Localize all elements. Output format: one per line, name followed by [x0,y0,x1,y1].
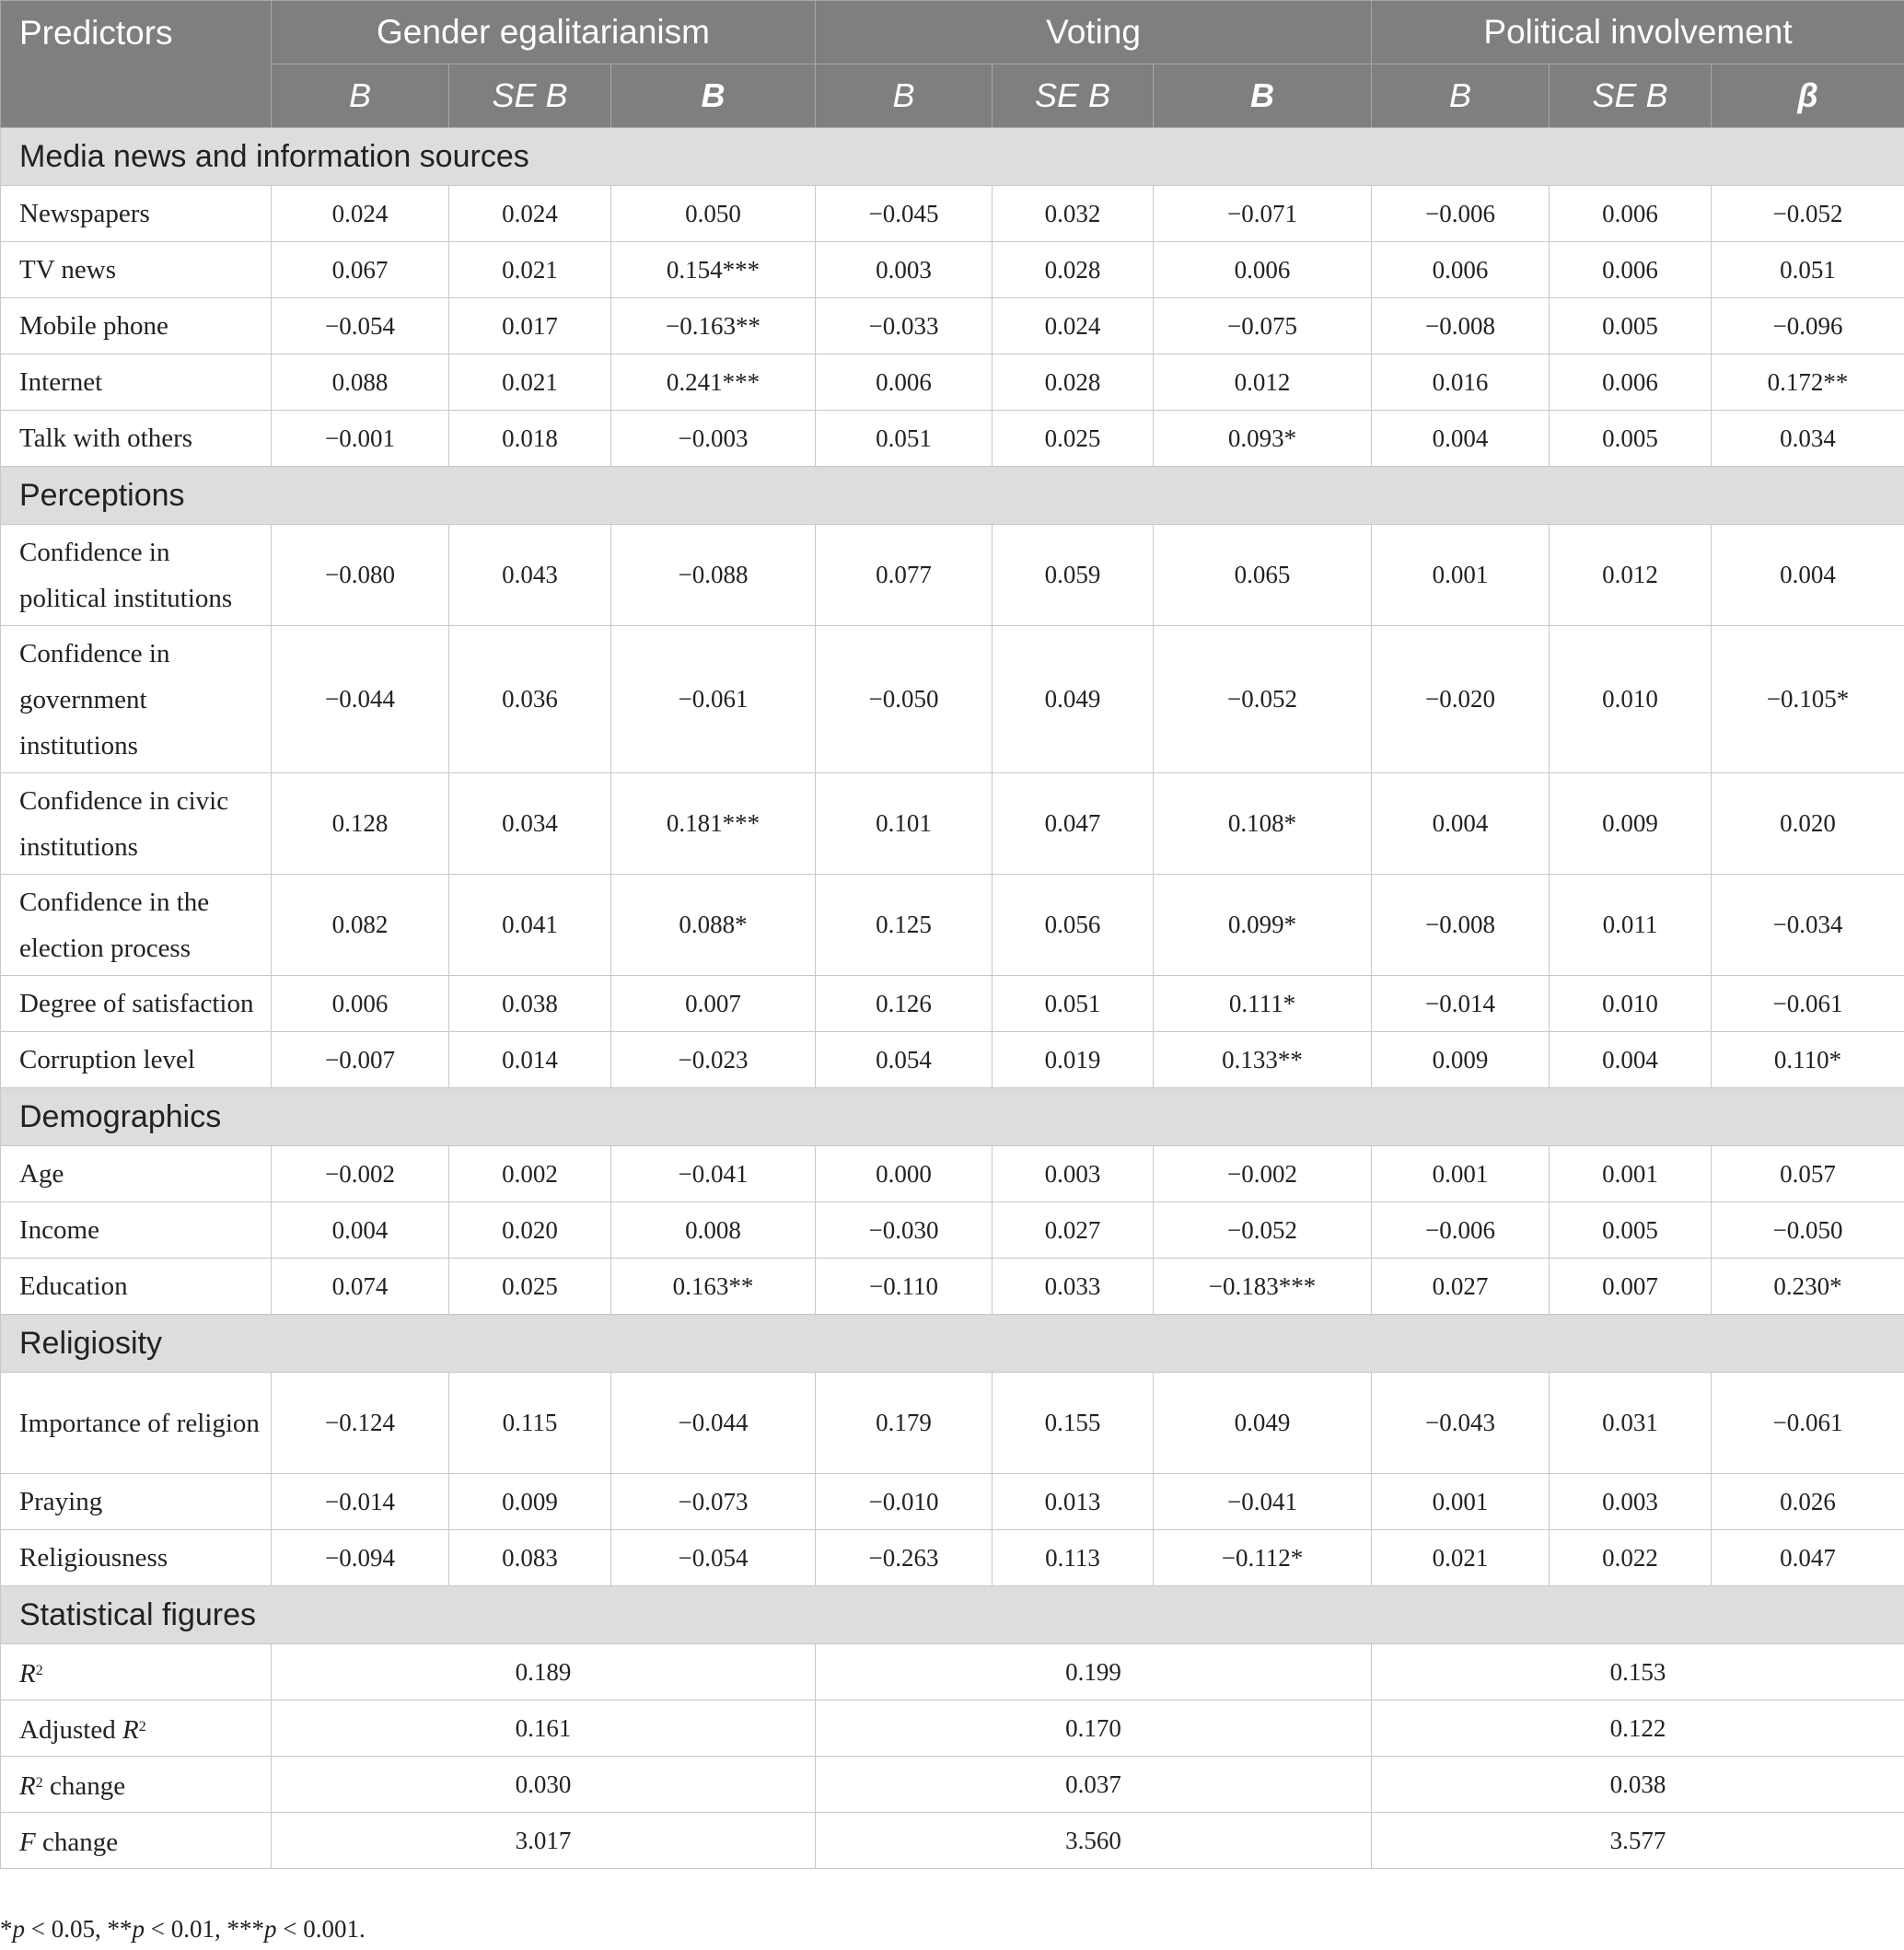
coef-header: B [1372,64,1550,128]
coefficient-cell: 0.021 [449,242,611,298]
coefficient-cell: 0.074 [272,1259,449,1315]
footnote-part: < 0.05, ** [25,1915,133,1943]
stat-value: 0.199 [816,1644,1372,1700]
coefficient-cell: 0.006 [1550,186,1712,242]
table-row [1,875,1904,976]
coefficient-cell: 0.033 [993,1259,1154,1315]
coefficient-cell: 0.006 [1154,242,1372,298]
predictor-label: Confidence in the election process [1,875,272,976]
coefficient-cell: 0.083 [449,1530,611,1586]
stat-label-superscript: 2 [35,1774,43,1791]
coefficient-cell: 0.088* [611,875,816,976]
coefficient-cell: −0.002 [272,1146,449,1202]
coefficient-cell: 0.051 [816,411,993,467]
coef-header: SE B [1550,64,1712,128]
coefficient-cell: −0.033 [816,298,993,354]
stat-label-suffix: change [42,1770,126,1801]
predictor-label: Corruption level [1,1032,272,1088]
coefficient-cell: 0.057 [1712,1146,1904,1202]
coefficient-cell: 0.021 [449,354,611,411]
coefficient-cell: −0.041 [611,1146,816,1202]
coefficient-cell: 0.082 [272,875,449,976]
coefficient-cell: 0.179 [816,1373,993,1474]
coefficient-cell: −0.002 [1154,1146,1372,1202]
stat-row [1,1644,1904,1700]
coefficient-cell: −0.124 [272,1373,449,1474]
coefficient-cell: 0.000 [816,1146,993,1202]
section-title: Perceptions [1,467,1904,525]
coefficient-cell: 0.004 [272,1202,449,1259]
coefficient-cell: 0.041 [449,875,611,976]
coefficient-cell: 0.012 [1550,525,1712,626]
coefficient-cell: −0.073 [611,1474,816,1530]
coefficient-cell: 0.006 [1550,242,1712,298]
coefficient-cell: 0.181*** [611,773,816,875]
coefficient-cell: 0.126 [816,976,993,1032]
stat-value: 0.030 [272,1757,816,1813]
footnote [0,1915,366,1944]
coefficient-cell: −0.044 [611,1373,816,1474]
stat-label-variable: R [122,1714,139,1745]
coefficient-cell: 0.017 [449,298,611,354]
stat-label-variable: R [19,1658,36,1689]
table-row [1,242,1904,298]
stat-label [1,1700,272,1757]
coefficient-cell: −0.263 [816,1530,993,1586]
coefficient-cell: 0.025 [449,1259,611,1315]
stat-value: 3.017 [272,1813,816,1869]
coefficient-cell: 0.020 [1712,773,1904,875]
coefficient-cell: 0.155 [993,1373,1154,1474]
table-body [1,128,1904,1869]
stat-label [1,1757,272,1813]
coefficient-cell: 0.049 [1154,1373,1372,1474]
stat-value: 3.577 [1372,1813,1904,1869]
coefficient-cell: 0.093* [1154,411,1372,467]
coefficient-cell: −0.080 [272,525,449,626]
stat-value: 0.189 [272,1644,816,1700]
coefficient-cell: 0.022 [1550,1530,1712,1586]
predictor-label: Mobile phone [1,298,272,354]
coefficient-cell: 0.047 [1712,1530,1904,1586]
coefficient-cell: 0.005 [1550,1202,1712,1259]
header-row-coefficients [1,64,1904,128]
section-row [1,128,1904,186]
coefficient-cell: 0.099* [1154,875,1372,976]
coefficient-cell: 0.108* [1154,773,1372,875]
coefficient-cell: 0.163** [611,1259,816,1315]
footnote-part: < 0.001. [276,1915,366,1943]
coefficient-cell: 0.101 [816,773,993,875]
coefficient-cell: 0.003 [1550,1474,1712,1530]
footnote-part: * [0,1915,13,1943]
coefficient-cell: 0.067 [272,242,449,298]
coefficient-cell: 0.154*** [611,242,816,298]
coefficient-cell: 0.009 [1550,773,1712,875]
coefficient-cell: −0.020 [1372,626,1550,773]
group-header-voting: Voting [816,1,1372,64]
coefficient-cell: −0.096 [1712,298,1904,354]
predictor-label: Internet [1,354,272,411]
coefficient-cell: −0.014 [272,1474,449,1530]
coefficient-cell: 0.005 [1550,411,1712,467]
coefficient-cell: −0.075 [1154,298,1372,354]
coefficient-cell: 0.115 [449,1373,611,1474]
stat-label [1,1813,272,1869]
table-row [1,976,1904,1032]
coefficient-cell: 0.012 [1154,354,1372,411]
coefficient-cell: −0.094 [272,1530,449,1586]
stat-row [1,1813,1904,1869]
coefficient-cell: 0.031 [1550,1373,1712,1474]
predictor-label: Praying [1,1474,272,1530]
coefficient-cell: 0.013 [993,1474,1154,1530]
coefficient-cell: 0.111* [1154,976,1372,1032]
coefficient-cell: −0.052 [1712,186,1904,242]
predictor-label: Income [1,1202,272,1259]
coefficient-cell: −0.071 [1154,186,1372,242]
coefficient-cell: −0.045 [816,186,993,242]
coefficient-cell: 0.241*** [611,354,816,411]
coefficient-cell: 0.047 [993,773,1154,875]
table-row [1,186,1904,242]
section-row [1,1315,1904,1373]
stat-label-variable: F [19,1827,36,1857]
coefficient-cell: −0.061 [1712,976,1904,1032]
coefficient-cell: −0.163** [611,298,816,354]
coefficient-cell: 0.056 [993,875,1154,976]
coefficient-cell: 0.110* [1712,1032,1904,1088]
coefficient-cell: 0.005 [1550,298,1712,354]
section-row [1,1586,1904,1644]
coefficient-cell: 0.003 [816,242,993,298]
coefficient-cell: 0.065 [1154,525,1372,626]
stat-label-superscript: 2 [138,1718,146,1735]
coefficient-cell: 0.133** [1154,1032,1372,1088]
coef-header: SE B [449,64,611,128]
stat-row [1,1757,1904,1813]
table-row [1,626,1904,773]
coefficient-cell: −0.008 [1372,875,1550,976]
coefficient-cell: 0.077 [816,525,993,626]
stat-label-superscript: 2 [35,1662,43,1678]
coefficient-cell: 0.028 [993,242,1154,298]
coefficient-cell: −0.006 [1372,1202,1550,1259]
stat-value: 0.170 [816,1700,1372,1757]
stat-value: 0.037 [816,1757,1372,1813]
coefficient-cell: 0.034 [449,773,611,875]
coef-header: SE B [993,64,1154,128]
coefficient-cell: 0.024 [449,186,611,242]
coefficient-cell: 0.004 [1372,411,1550,467]
coefficient-cell: 0.230* [1712,1259,1904,1315]
coefficient-cell: 0.032 [993,186,1154,242]
section-title: Religiosity [1,1315,1904,1373]
coefficient-cell: 0.003 [993,1146,1154,1202]
coefficient-cell: 0.001 [1372,1474,1550,1530]
coefficient-cell: −0.023 [611,1032,816,1088]
stat-label [1,1644,272,1700]
coefficient-cell: 0.010 [1550,976,1712,1032]
coefficient-cell: 0.024 [272,186,449,242]
stat-value: 0.122 [1372,1700,1904,1757]
table-row [1,298,1904,354]
predictor-label: TV news [1,242,272,298]
predictor-label: Confidence in government institutions [1,626,272,773]
table-row [1,1474,1904,1530]
coefficient-cell: 0.007 [1550,1259,1712,1315]
section-title: Demographics [1,1088,1904,1146]
coefficient-cell: 0.113 [993,1530,1154,1586]
coefficient-cell: 0.018 [449,411,611,467]
coef-header: B [611,64,816,128]
coefficient-cell: −0.030 [816,1202,993,1259]
coefficient-cell: 0.004 [1550,1032,1712,1088]
coefficient-cell: 0.006 [816,354,993,411]
coefficient-cell: 0.125 [816,875,993,976]
table-row [1,773,1904,875]
coefficient-cell: 0.028 [993,354,1154,411]
coefficient-cell: 0.034 [1712,411,1904,467]
coefficient-cell: 0.001 [1372,525,1550,626]
stat-label-prefix: Adjusted [19,1714,122,1745]
coefficient-cell: −0.050 [1712,1202,1904,1259]
coefficient-cell: 0.036 [449,626,611,773]
coefficient-cell: 0.001 [1550,1146,1712,1202]
coefficient-cell: 0.054 [816,1032,993,1088]
coefficient-cell: −0.088 [611,525,816,626]
coefficient-cell: −0.050 [816,626,993,773]
coefficient-cell: 0.008 [611,1202,816,1259]
coefficient-cell: −0.105* [1712,626,1904,773]
coefficient-cell: −0.052 [1154,1202,1372,1259]
coefficient-cell: 0.038 [449,976,611,1032]
coefficient-cell: −0.052 [1154,626,1372,773]
coef-header: B [272,64,449,128]
coefficient-cell: 0.027 [1372,1259,1550,1315]
table-row [1,1202,1904,1259]
stat-value: 0.038 [1372,1757,1904,1813]
coefficient-cell: −0.110 [816,1259,993,1315]
header-row-groups [1,1,1904,64]
section-row [1,467,1904,525]
coefficient-cell: 0.049 [993,626,1154,773]
coefficient-cell: −0.001 [272,411,449,467]
table-row [1,525,1904,626]
predictor-label: Religiousness [1,1530,272,1586]
coefficient-cell: −0.041 [1154,1474,1372,1530]
coefficient-cell: 0.014 [449,1032,611,1088]
coefficient-cell: −0.006 [1372,186,1550,242]
coefficient-cell: −0.003 [611,411,816,467]
predictor-label: Importance of religion [1,1373,272,1474]
coefficient-cell: −0.043 [1372,1373,1550,1474]
predictor-label: Education [1,1259,272,1315]
footnote-part: < 0.01, *** [144,1915,264,1943]
coefficient-cell: 0.009 [449,1474,611,1530]
section-row [1,1088,1904,1146]
coefficient-cell: −0.061 [611,626,816,773]
stat-value: 0.161 [272,1700,816,1757]
coefficient-cell: 0.002 [449,1146,611,1202]
stat-value: 0.153 [1372,1644,1904,1700]
group-header-gender-egalitarianism: Gender egalitarianism [272,1,816,64]
predictor-label: Degree of satisfaction [1,976,272,1032]
table-row [1,1032,1904,1088]
stat-label-suffix: change [35,1827,119,1857]
coefficient-cell: −0.044 [272,626,449,773]
coefficient-cell: −0.112* [1154,1530,1372,1586]
coefficient-cell: 0.010 [1550,626,1712,773]
predictors-header: Predictors [1,1,272,128]
stat-row [1,1700,1904,1757]
predictor-label: Talk with others [1,411,272,467]
coef-header: B [1154,64,1372,128]
predictor-label: Confidence in political institutions [1,525,272,626]
coefficient-cell: 0.016 [1372,354,1550,411]
coefficient-cell: 0.043 [449,525,611,626]
table-row [1,1146,1904,1202]
coefficient-cell: 0.050 [611,186,816,242]
coefficient-cell: 0.001 [1372,1146,1550,1202]
coefficient-cell: 0.004 [1712,525,1904,626]
section-title: Statistical figures [1,1586,1904,1644]
coefficient-cell: −0.054 [611,1530,816,1586]
coefficient-cell: 0.006 [1550,354,1712,411]
coefficient-cell: 0.128 [272,773,449,875]
table-row [1,1373,1904,1474]
coefficient-cell: 0.051 [1712,242,1904,298]
coefficient-cell: 0.006 [272,976,449,1032]
coefficient-cell: −0.007 [272,1032,449,1088]
coef-header: β [1712,64,1904,128]
coefficient-cell: −0.014 [1372,976,1550,1032]
coefficient-cell: 0.051 [993,976,1154,1032]
coefficient-cell: −0.054 [272,298,449,354]
footnote-part: p [12,1915,25,1943]
coefficient-cell: 0.025 [993,411,1154,467]
coefficient-cell: −0.061 [1712,1373,1904,1474]
coefficient-cell: 0.027 [993,1202,1154,1259]
coefficient-cell: 0.006 [1372,242,1550,298]
coefficient-cell: 0.007 [611,976,816,1032]
coefficient-cell: 0.004 [1372,773,1550,875]
coefficient-cell: 0.009 [1372,1032,1550,1088]
predictor-label: Newspapers [1,186,272,242]
table-row [1,354,1904,411]
coefficient-cell: 0.172** [1712,354,1904,411]
coefficient-cell: 0.024 [993,298,1154,354]
group-header-political-involvement: Political involvement [1372,1,1904,64]
stat-label-variable: R [19,1770,36,1801]
coefficient-cell: −0.010 [816,1474,993,1530]
stat-value: 3.560 [816,1813,1372,1869]
coefficient-cell: −0.034 [1712,875,1904,976]
coefficient-cell: 0.059 [993,525,1154,626]
coefficient-cell: 0.088 [272,354,449,411]
table-row [1,1259,1904,1315]
footnote-part: p [132,1915,145,1943]
table-row [1,411,1904,467]
coefficient-cell: −0.183*** [1154,1259,1372,1315]
table-row [1,1530,1904,1586]
predictor-label: Confidence in civic institutions [1,773,272,875]
coefficient-cell: 0.020 [449,1202,611,1259]
coefficient-cell: 0.019 [993,1032,1154,1088]
footnote-part: p [263,1915,277,1943]
coefficient-cell: −0.008 [1372,298,1550,354]
coefficient-cell: 0.011 [1550,875,1712,976]
coefficient-cell: 0.021 [1372,1530,1550,1586]
coefficient-cell: 0.026 [1712,1474,1904,1530]
coef-header: B [816,64,993,128]
predictor-label: Age [1,1146,272,1202]
section-title: Media news and information sources [1,128,1904,186]
